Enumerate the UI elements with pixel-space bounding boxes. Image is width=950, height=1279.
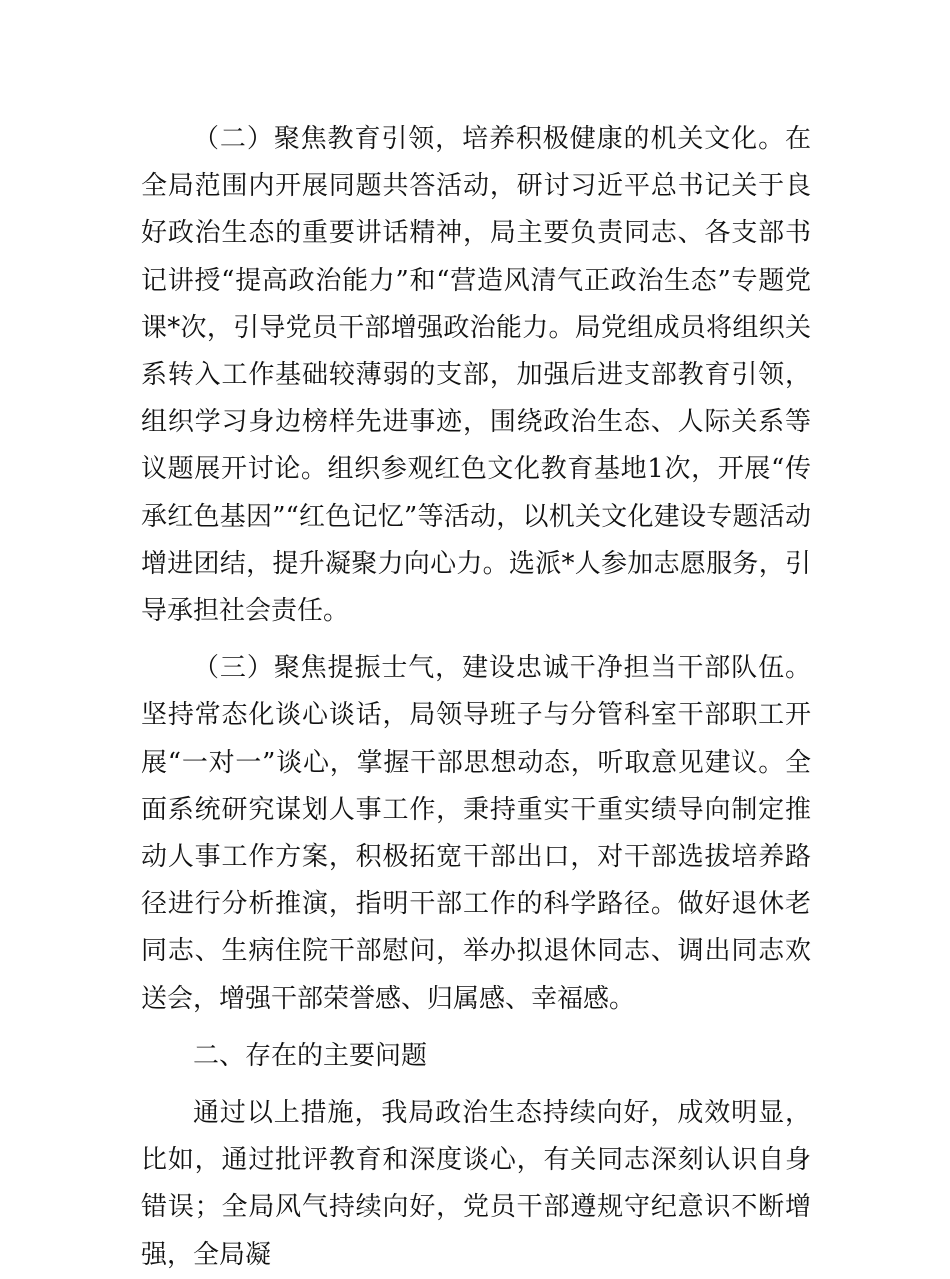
paragraph-effects-summary: 通过以上措施，我局政治生态持续向好，成效明显，比如，通过批评教育和深度谈心，有关同志深刻认识自身错误；全局风气持续向好，党员干部遵规守纪意识不断增强，全局凝 bbox=[141, 1098, 811, 1270]
document-body bbox=[141, 116, 811, 1279]
paragraph-cadre-team: （三）聚焦提振士气，建设忠诚干净担当干部队伍。坚持常态化谈心谈话，局领导班子与分管科室干部职工开展“一对一”谈心，掌握干部思想动态，听取意见建议。全面系统研究谋划人事工作，秉持重实干重实绩导向制定推动人事工作方案，积极拓宽干部出口，对干部选拔培养路径进行分析推演，指明干部工作的科学路径。做好退休老同志、生病住院干部慰问，举办拟退休同志、调出同志欢送会，增强干部荣誉感、归属感、幸福感。 bbox=[141, 653, 811, 1014]
paragraph-party-culture: （二）聚焦教育引领，培养积极健康的机关文化。在全局范围内开展同题共答活动，研讨习近平总书记关于良好政治生态的重要讲话精神，局主要负责同志、各支部书记讲授“提高政治能力”和“营造风清气正政治生态”专题党课*次，引导党员干部增强政治能力。局党组成员将组织关系转入工作基础较薄弱的支部，加强后进支部教育引领，组织学习身边榜样先进事迹，围绕政治生态、人际关系等议题展开讨论。组织参观红色文化教育基地1次，开展“传承红色基因”“红色记忆”等活动，以机关文化建设专题活动增进团结，提升凝聚力向心力。选派*人参加志愿服务，引导承担社会责任。 bbox=[141, 124, 811, 627]
section-heading-main-problems: 二、存在的主要问题 bbox=[193, 1040, 428, 1071]
